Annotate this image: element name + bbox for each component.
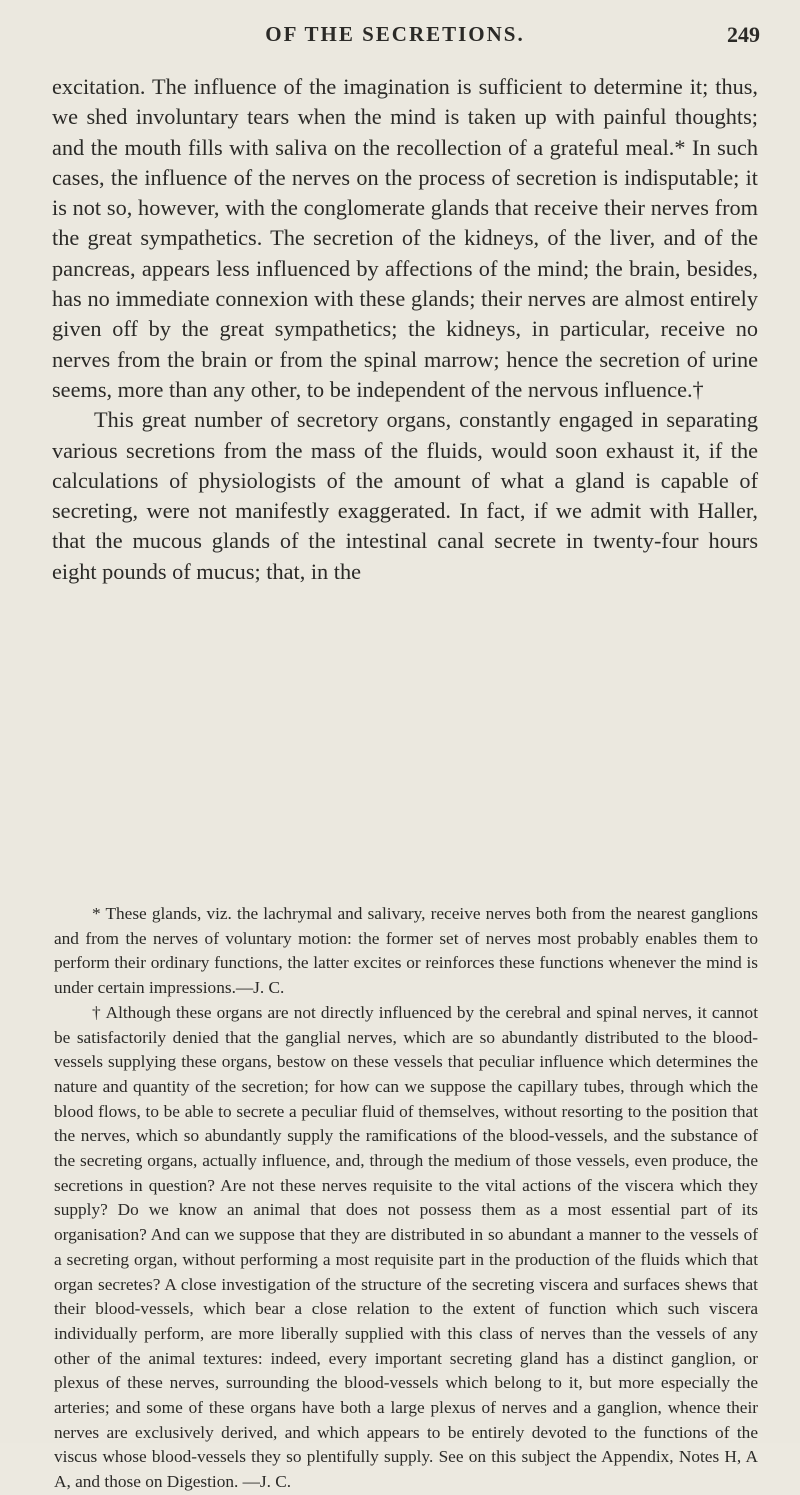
paragraph-continued: excitation. The influence of the imagination is sufficient to determine it; thus, we shed involuntary tears when the mind is taken up with painful thoughts; and the mouth fills with saliva on the recollection of a grateful meal.* In such cases, the influence of the nerves on the process of secretion is indisputable; it is not so, however, with the conglomerate glands that receive their nerves from the great sympathetics. The secretion of the kidneys, of the liver, and of the pancreas, appears less influenced by affections of the mind; the brain, besides, has no immediate connexion with these glands; their nerves are almost entirely given off by the great sympathetics; the kidneys, in particular, receive no nerves from the brain or from the spinal marrow; hence the secretion of urine seems, more than any other, to be independent of the nervous influence.† — [52, 74, 758, 402]
footnote-asterisk: * These glands, viz. the lachrymal and salivary, receive nerves both from the nearest ganglions and from the nerves of voluntary motion: the former set of nerves most probably enables them to perform their ordinary functions, the latter excites or reinforces these functions whenever the mind is under certain impressions.—J. C. — [54, 904, 758, 998]
footnotes — [54, 902, 758, 1495]
footnote-dagger: † Although these organs are not directly influenced by the cerebral and spinal nerves, it cannot be satisfactorily denied that the ganglial nerves, which are so abundantly distributed to the blood-vessels supplying these organs, bestow on these vessels that peculiar influence which determines the nature and quantity of the secretion; for how can we suppose the capillary tubes, through which the blood flows, to be able to secrete a peculiar fluid of themselves, without resorting to the position that the nerves, which so abundantly supply the ramifications of the blood-vessels, and the substance of the secreting organs, actually influence, and, through the medium of those vessels, even produce, the secretions in question? Are not these nerves requisite to the vital actions of the viscera which they supply? Do we know an animal that does not possess them as a most essential part of its organisation? And can we suppose that they are distributed in so abundant a manner to the vessels of a secreting organ, without performing a most requisite part in the production of the fluids which that organ secretes? A close investigation of the structure of the secreting viscera and surfaces shews that their blood-vessels, which bear a close relation to the extent of function which such viscera individually perform, are more liberally supplied with this class of nerves than the vessels of any other of the animal textures: indeed, every important secreting gland has a distinct ganglion, or plexus of these nerves, surrounding the blood-vessels which belong to it, but more especially the arteries; and some of these organs have both a large plexus of nerves and a ganglion, whence their nerves are exclusively derived, and which appears to be entirely devoted to the functions of the viscus whose blood-vessels they so plentifully supply. See on this subject the Appendix, Notes H, A A, and those on Digestion. —J. C. — [54, 1002, 758, 1492]
paragraph: This great number of secretory organs, constantly engaged in separating various secretions from the mass of the fluids, would soon exhaust it, if the calculations of physiologists of the amount of what a gland is capable of secreting, were not manifestly exaggerated. In fact, if we admit with Haller, that the mucous glands of the intestinal canal secrete in twenty-four hours eight pounds of mucus; that, in the — [52, 407, 758, 584]
running-title: OF THE SECRETIONS. — [265, 22, 525, 46]
page-number: 249 — [727, 22, 760, 47]
main-text — [52, 72, 758, 587]
running-head — [30, 22, 760, 50]
